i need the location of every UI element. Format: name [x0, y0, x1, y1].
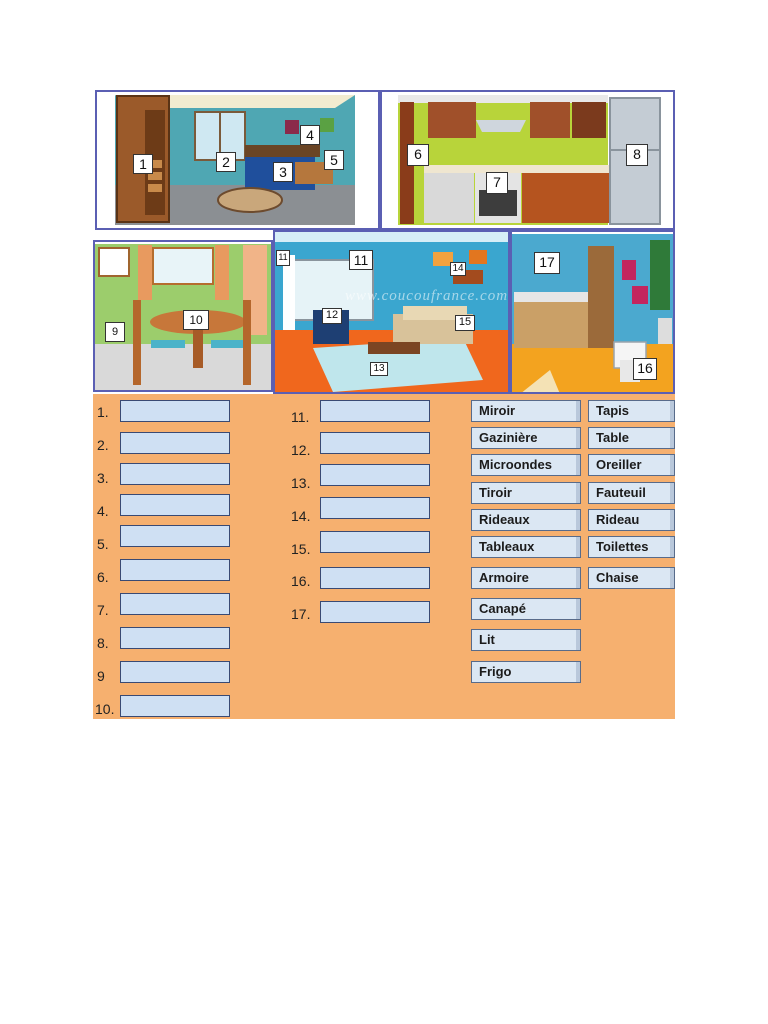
word-tile-gaziniere[interactable]: Gazinière: [471, 427, 581, 449]
number-label-14: 14.: [291, 508, 311, 524]
answer-box-11[interactable]: [320, 400, 430, 422]
answer-box-7[interactable]: [120, 593, 230, 615]
word-tile-miroir[interactable]: Miroir: [471, 400, 581, 422]
number-label-12: 12.: [291, 442, 311, 458]
number-label-6: 6.: [97, 569, 109, 585]
bedroom-label-4: 4: [300, 125, 320, 145]
bedroom-label-1: 1: [133, 154, 153, 174]
word-tile-microondes[interactable]: Microondes: [471, 454, 581, 476]
kitchen-scene: [380, 90, 675, 230]
number-label-10: 10.: [95, 701, 115, 717]
word-tile-table[interactable]: Table: [588, 427, 675, 449]
answer-box-10[interactable]: [120, 695, 230, 717]
bedroom-label-2: 2: [216, 152, 236, 172]
word-tile-chaise[interactable]: Chaise: [588, 567, 675, 589]
bathroom-scene: [510, 230, 675, 394]
word-tile-oreiller[interactable]: Oreiller: [588, 454, 675, 476]
word-tile-lit[interactable]: Lit: [471, 629, 581, 651]
kitchen-label-8: 8: [626, 144, 648, 166]
answer-box-14[interactable]: [320, 497, 430, 519]
answer-box-17[interactable]: [320, 601, 430, 623]
watermark: www.coucoufrance.com: [345, 288, 509, 304]
answer-box-15[interactable]: [320, 531, 430, 553]
answer-box-1[interactable]: [120, 400, 230, 422]
answer-box-2[interactable]: [120, 432, 230, 454]
word-tile-rideau[interactable]: Rideau: [588, 509, 675, 531]
bedroom-label-5: 5: [324, 150, 344, 170]
number-label-9: 9: [97, 668, 105, 684]
number-label-7: 7.: [97, 602, 109, 618]
word-tile-fauteuil[interactable]: Fauteuil: [588, 482, 675, 504]
answer-box-12[interactable]: [320, 432, 430, 454]
living-label-11-edge: 11: [276, 250, 290, 266]
bedroom-scene: [95, 90, 380, 230]
number-label-16: 16.: [291, 573, 311, 589]
living-label-11: 11: [349, 250, 373, 270]
dining-scene: [93, 240, 273, 392]
word-tile-tapis[interactable]: Tapis: [588, 400, 675, 422]
number-label-17: 17.: [291, 606, 311, 622]
word-tile-toilettes[interactable]: Toilettes: [588, 536, 675, 558]
bathroom-label-16: 16: [633, 358, 657, 380]
number-label-1: 1.: [97, 404, 109, 420]
number-label-13: 13.: [291, 475, 311, 491]
living-label-15: 15: [455, 315, 475, 331]
number-label-5: 5.: [97, 536, 109, 552]
answer-box-4[interactable]: [120, 494, 230, 516]
number-label-2: 2.: [97, 437, 109, 453]
word-tile-canape[interactable]: Canapé: [471, 598, 581, 620]
answer-box-3[interactable]: [120, 463, 230, 485]
word-tile-rideaux[interactable]: Rideaux: [471, 509, 581, 531]
dining-label-9: 9: [105, 322, 125, 342]
bathroom-label-17: 17: [534, 252, 560, 274]
kitchen-label-6: 6: [407, 144, 429, 166]
kitchen-label-7: 7: [486, 172, 508, 194]
answer-box-16[interactable]: [320, 567, 430, 589]
answer-box-13[interactable]: [320, 464, 430, 486]
number-label-11: 11.: [291, 409, 310, 425]
living-room-illustration: [273, 230, 510, 394]
number-label-4: 4.: [97, 503, 109, 519]
number-label-3: 3.: [97, 470, 109, 486]
word-tile-frigo[interactable]: Frigo: [471, 661, 581, 683]
living-label-14: 14: [450, 262, 466, 276]
living-label-12: 12: [322, 308, 342, 324]
bedroom-label-3: 3: [273, 162, 293, 182]
number-label-8: 8.: [97, 635, 109, 651]
answer-box-5[interactable]: [120, 525, 230, 547]
answer-box-8[interactable]: [120, 627, 230, 649]
living-label-13: 13: [370, 362, 388, 376]
answer-box-6[interactable]: [120, 559, 230, 581]
worksheet-panel: [93, 394, 675, 719]
word-tile-armoire[interactable]: Armoire: [471, 567, 581, 589]
answer-box-9[interactable]: [120, 661, 230, 683]
living-room-scene: [273, 230, 510, 394]
dining-label-10: 10: [183, 310, 209, 330]
word-tile-tiroir[interactable]: Tiroir: [471, 482, 581, 504]
word-tile-tableaux[interactable]: Tableaux: [471, 536, 581, 558]
number-label-15: 15.: [291, 541, 311, 557]
